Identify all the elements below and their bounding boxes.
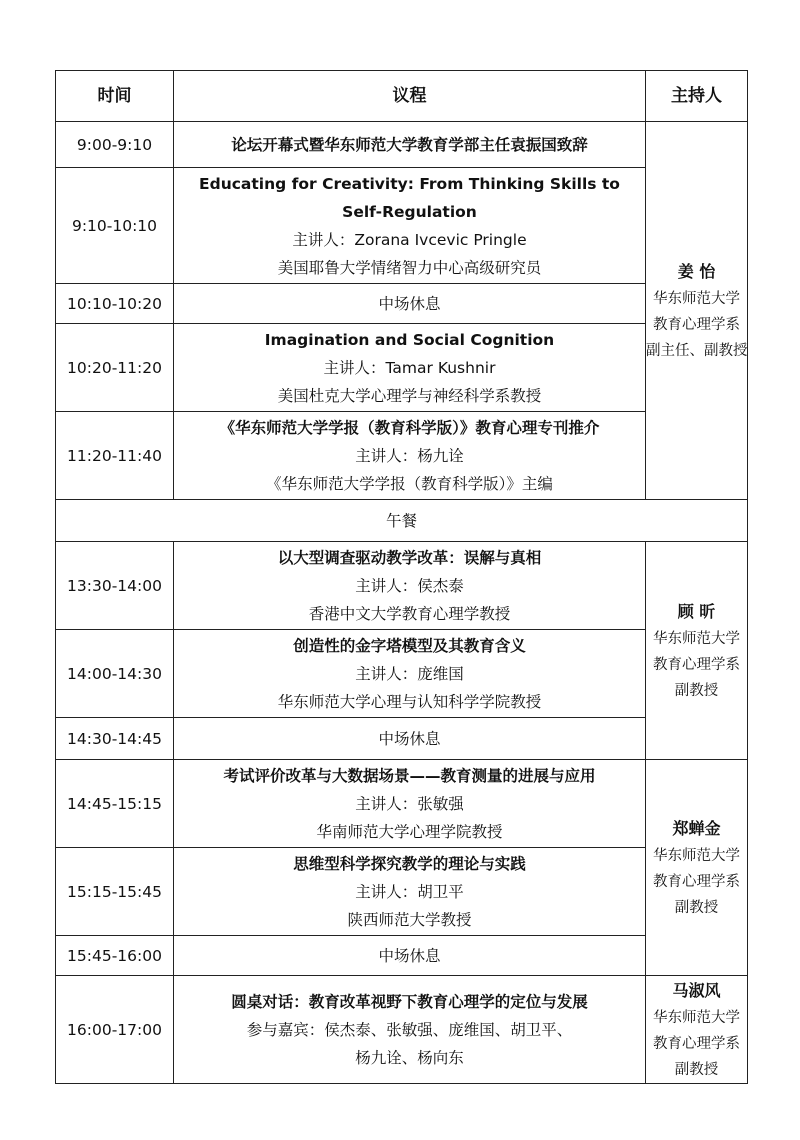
speaker: 主讲人：杨九诠 bbox=[355, 446, 464, 465]
session-title: 思维型科学探究教学的理论与实践 bbox=[293, 854, 526, 873]
speaker-affiliation: 《华东师范大学学报（教育科学版）》主编 bbox=[266, 474, 553, 493]
agenda-row bbox=[56, 284, 748, 324]
agenda-cell bbox=[174, 848, 646, 936]
speaker-affiliation: 美国耶鲁大学情绪智力中心高级研究员 bbox=[277, 258, 542, 277]
host-department: 教育心理学系 bbox=[653, 316, 740, 333]
break-label: 中场休息 bbox=[378, 294, 441, 313]
host-name: 顾 昕 bbox=[677, 601, 716, 621]
session-title: 圆桌对话：教育改革视野下教育心理学的定位与发展 bbox=[231, 992, 588, 1011]
agenda-row bbox=[56, 412, 748, 500]
agenda-row bbox=[56, 760, 748, 848]
agenda-row bbox=[56, 718, 748, 760]
speaker: 主讲人：庞维国 bbox=[355, 664, 464, 683]
speaker-affiliation: 华东师范大学心理与认知科学学院教授 bbox=[277, 692, 542, 711]
agenda-cell bbox=[174, 168, 646, 284]
speaker: 主讲人：Tamar Kushnir bbox=[323, 358, 496, 377]
speaker-affiliation: 华南师范大学心理学院教授 bbox=[316, 822, 503, 841]
session-title-cont: Self-Regulation bbox=[342, 202, 477, 221]
agenda-cell bbox=[174, 630, 646, 718]
agenda-row bbox=[56, 976, 748, 1084]
header-time: 时间 bbox=[56, 71, 174, 122]
host-cell bbox=[646, 976, 748, 1084]
speaker: 主讲人：张敏强 bbox=[355, 794, 464, 813]
time-cell: 14:00-14:30 bbox=[56, 630, 174, 718]
agenda-row bbox=[56, 848, 748, 936]
agenda-cell bbox=[174, 718, 646, 760]
break-label: 中场休息 bbox=[378, 946, 441, 965]
host-title: 副教授 bbox=[674, 682, 719, 699]
time-cell: 11:20-11:40 bbox=[56, 412, 174, 500]
agenda-cell bbox=[174, 412, 646, 500]
header-agenda: 议程 bbox=[174, 71, 646, 122]
time-cell: 15:45-16:00 bbox=[56, 936, 174, 976]
panelists: 参与嘉宾：侯杰泰、张敏强、庞维国、胡卫平、 bbox=[246, 1020, 573, 1039]
host-name: 姜 怡 bbox=[677, 261, 716, 281]
host-name: 郑蝉金 bbox=[672, 818, 721, 838]
time-cell: 15:15-15:45 bbox=[56, 848, 174, 936]
agenda-table bbox=[55, 70, 748, 1084]
time-cell: 14:45-15:15 bbox=[56, 760, 174, 848]
agenda-row bbox=[56, 324, 748, 412]
session-title: Imagination and Social Cognition bbox=[264, 330, 555, 349]
agenda-cell bbox=[174, 122, 646, 168]
session-title: 《华东师范大学学报（教育科学版）》教育心理专刊推介 bbox=[219, 418, 600, 437]
agenda-row bbox=[56, 630, 748, 718]
agenda-row bbox=[56, 168, 748, 284]
time-cell: 13:30-14:00 bbox=[56, 542, 174, 630]
host-department: 教育心理学系 bbox=[653, 1035, 740, 1052]
speaker: 主讲人：胡卫平 bbox=[355, 882, 464, 901]
speaker-affiliation: 陕西师范大学教授 bbox=[347, 910, 472, 929]
host-department: 教育心理学系 bbox=[653, 656, 740, 673]
session-title: 论坛开幕式暨华东师范大学教育学部主任袁振国致辞 bbox=[231, 135, 588, 154]
time-cell: 9:10-10:10 bbox=[56, 168, 174, 284]
agenda-cell bbox=[174, 936, 646, 976]
host-affiliation: 华东师范大学 bbox=[653, 1009, 740, 1026]
agenda-cell bbox=[174, 760, 646, 848]
header-row bbox=[56, 71, 748, 122]
session-title: Educating for Creativity: From Thinking Skills to bbox=[199, 174, 620, 193]
time-cell: 14:30-14:45 bbox=[56, 718, 174, 760]
agenda-row bbox=[56, 936, 748, 976]
host-title: 副教授 bbox=[674, 1061, 719, 1078]
speaker: 主讲人：Zorana Ivcevic Pringle bbox=[292, 230, 527, 249]
session-title: 考试评价改革与大数据场景——教育测量的进展与应用 bbox=[223, 766, 596, 785]
session-title: 以大型调查驱动教学改革：误解与真相 bbox=[277, 548, 542, 567]
speaker-affiliation: 香港中文大学教育心理学教授 bbox=[308, 604, 511, 623]
time-cell: 16:00-17:00 bbox=[56, 976, 174, 1084]
speaker: 主讲人：侯杰泰 bbox=[355, 576, 464, 595]
host-title: 副教授 bbox=[674, 899, 719, 916]
time-cell: 10:20-11:20 bbox=[56, 324, 174, 412]
time-cell: 10:10-10:20 bbox=[56, 284, 174, 324]
host-department: 教育心理学系 bbox=[653, 873, 740, 890]
host-title: 副主任、副教授 bbox=[646, 342, 748, 359]
speaker-affiliation: 美国杜克大学心理学与神经科学系教授 bbox=[277, 386, 542, 405]
host-affiliation: 华东师范大学 bbox=[653, 847, 740, 864]
host-cell bbox=[646, 122, 748, 500]
agenda-cell bbox=[174, 324, 646, 412]
agenda-cell bbox=[174, 976, 646, 1084]
agenda-cell bbox=[174, 284, 646, 324]
lunch-row bbox=[56, 500, 748, 542]
header-host: 主持人 bbox=[646, 71, 748, 122]
panelists-cont: 杨九诠、杨向东 bbox=[355, 1048, 464, 1067]
time-cell: 9:00-9:10 bbox=[56, 122, 174, 168]
host-name: 马淑风 bbox=[672, 980, 721, 1000]
agenda-row bbox=[56, 122, 748, 168]
host-affiliation: 华东师范大学 bbox=[653, 290, 740, 307]
host-cell bbox=[646, 760, 748, 976]
lunch-cell: 午餐 bbox=[56, 500, 748, 542]
host-affiliation: 华东师范大学 bbox=[653, 630, 740, 647]
agenda-cell bbox=[174, 542, 646, 630]
break-label: 中场休息 bbox=[378, 729, 441, 748]
session-title: 创造性的金字塔模型及其教育含义 bbox=[293, 636, 526, 655]
agenda-row bbox=[56, 542, 748, 630]
host-cell bbox=[646, 542, 748, 760]
